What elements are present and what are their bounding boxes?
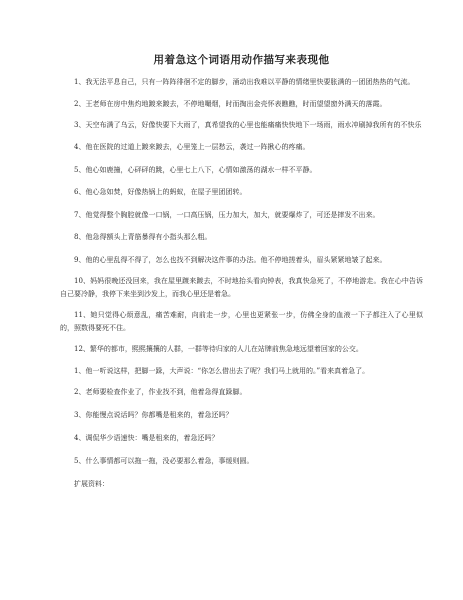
document-title: 用着急这个词语用动作描写来表现他: [153, 54, 330, 66]
paragraph-6: 6、他心急如焚，好像热锅上的蚂蚁，在屋子里团团转。: [74, 188, 247, 197]
paragraph-10: 10、妈妈很晚还没回来，我在屋里踱来踱去，不时地抬头看向钟表，我真快急死了，不停地游走。我在心中告诉自己要冷静，我停下来坐到沙发上，而我心里还是着急。: [60, 277, 423, 298]
paragraph-15: 3、你能慢点说话吗？你都嘴是租来的，着急还吗？: [74, 411, 233, 420]
extended-info-label: 扩展资料：: [74, 479, 109, 488]
paragraph-3: 3、天空布满了乌云，好像快要下大雨了，真希望我的心里也能痛痛快快地下一场雨，雨水冲刷掉我所有的不快乐: [74, 121, 422, 130]
paragraph-11: 11、她只觉得心烦意乱，痛苦难耐，向前走一步，心里也更紧张一步，仿佛全身的血液一下子都注入了心里似的，照数得要死不住。: [60, 311, 423, 332]
paragraph-16: 4、调侃华少语速快：嘴是租来的，着急还吗？: [74, 433, 219, 442]
paragraph-9: 9、他的心里乱得不得了，怎么也找不到解决这件事的办法。他不停地搓着头，眉头紧紧地皱了起来。: [74, 255, 387, 264]
paragraph-7: 7、他觉得整个胸腔就像一口锅，一口高压锅，压力加大，加大，就要爆炸了，可还是摔发不出来。: [74, 211, 380, 220]
paragraph-2: 2、王老师在房中焦灼地踱来踱去，不停地嘬烟，时而掏出金壳怀表瞧瞧，时而望望窗外满天的落霞。: [74, 99, 387, 108]
paragraph-13: 1、他一听说这样，把脚一跺，大声说：“你怎么借出去了呢？我们马上就用的。”看来真着急了。: [74, 366, 370, 375]
paragraph-1: 1、我无法平息自己，只有一阵阵徘徊不定的脚步，涌动出我难以平静的情绪里快要胀满的一团团热热的气流。: [74, 78, 415, 86]
paragraph-8: 8、他急得额头上青筋暴得有小指头那么粗。: [74, 232, 212, 241]
paragraph-17: 5、什么事情都可以拖一拖，没必要那么着急，事缓则圆。: [74, 456, 254, 465]
paragraph-4: 4、他在医院的过道上踱来踱去，心里笼上一层愁云，袭过一阵揪心的疼痛。: [74, 142, 310, 151]
paragraph-5: 5、他心如鹿撞，心砰砰的跳，心里七上八下，心情如激荡的湖水一样不平静。: [74, 165, 317, 174]
paragraph-14: 2、老师要检查作业了，作业找不到，他着急得直跺脚。: [74, 388, 247, 397]
paragraph-12: 12、繁华的都市，熙熙攘攘的人群，一群等待归家的人儿在站牌前焦急地远望着回家的公交。: [74, 345, 363, 354]
